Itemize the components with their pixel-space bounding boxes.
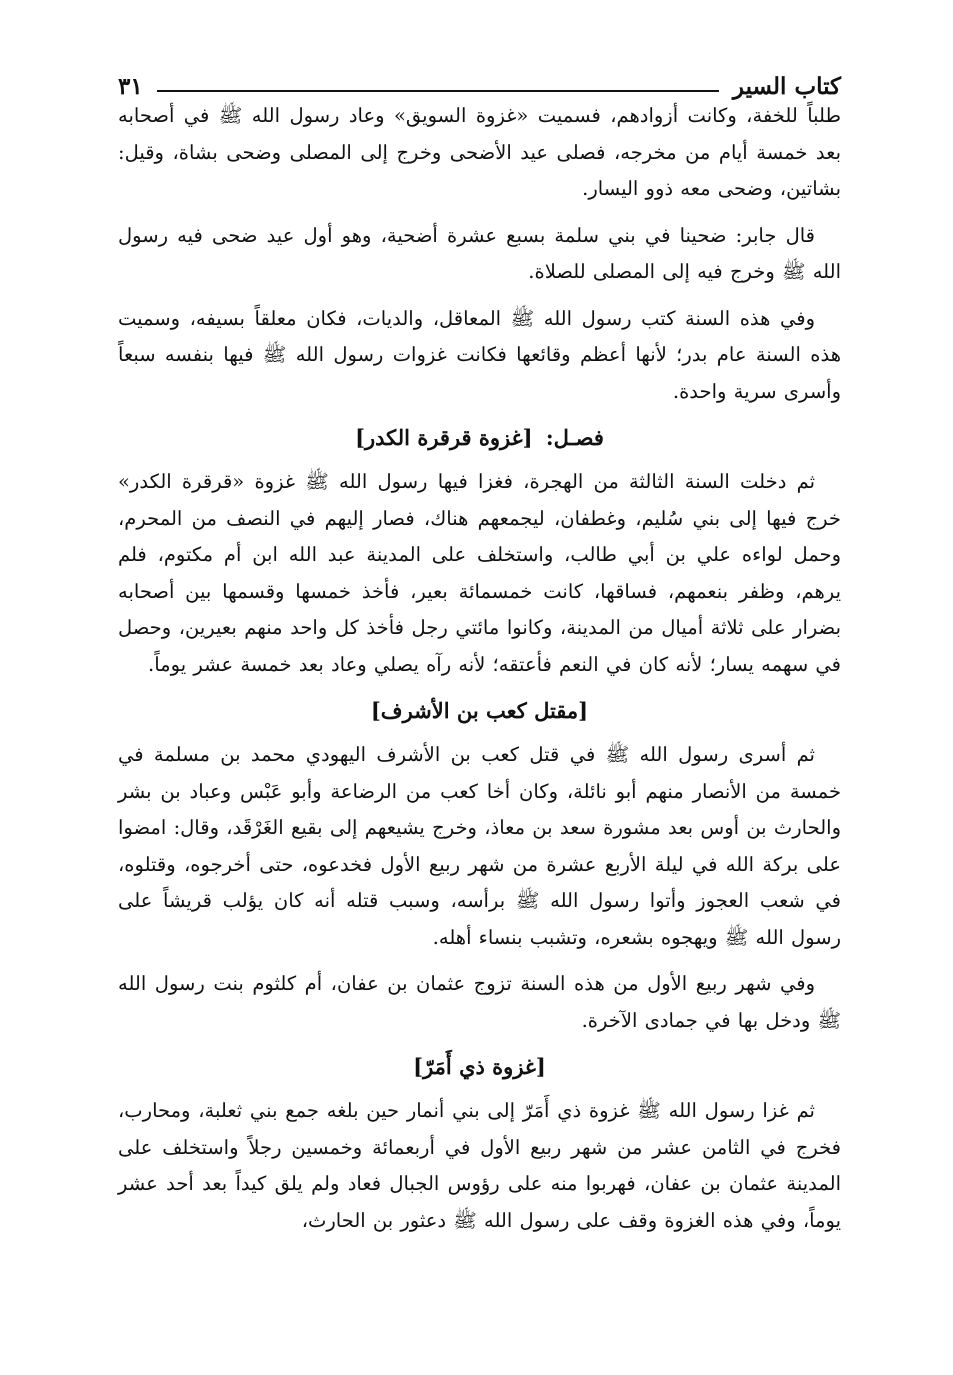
section-title: [مقتل كعب بن الأشرف] <box>370 698 589 723</box>
paragraph: طلباً للخفة، وكانت أزوادهم، فسميت «غزوة السويق» وعاد رسول الله ﷺ في أصحابه بعد خمسة أيام من مخرجه، فصلى عيد الأضحى وخرج إلى المصلى وضحى بشاة، وقيل: بشاتين، وضحى معه ذوو اليسار. <box>118 104 841 200</box>
section-heading <box>118 1049 841 1085</box>
section-title: [غزوة ذي أَمَرّ] <box>413 1054 546 1079</box>
running-title: كتاب السير <box>732 73 841 100</box>
header-rule <box>157 90 719 92</box>
section-title: [غزوة قرقرة الكدر] <box>355 425 533 450</box>
page-body <box>118 98 841 1239</box>
section-label: فصـل: <box>545 425 604 450</box>
page-number: ٣١ <box>118 73 143 100</box>
paragraph: ثم دخلت السنة الثالثة من الهجرة، فغزا فيها رسول الله ﷺ غزوة «قرقرة الكدر» خرج فيها إلى بني سُليم، وغطفان، ليجمعهم هناك، فصار إليهم في النصف من المحرم، وحمل لواءه علي بن أبي طالب، واستخلف على المدينة عبد الله ابن أم مكتوم، فلم يرهم، وظفر بنعمهم، فساقها، كانت خمسمائة بعير، فأخذ خمسها وقسمها بين أصحابه بضرار على ثلاثة أميال من المدينة، وكانوا مائتي رجل فأخذ كل واحد منهم بعيرين، وحصل في سهمه يسار؛ لأنه كان في النعم فأعتقه؛ لأنه رآه يصلي وعاد بعد خمسة عشر يوماً. <box>118 470 841 676</box>
paragraph: قال جابر: ضحينا في بني سلمة بسبع عشرة أضحية، وهو أول عيد ضحى فيه رسول الله ﷺ وخرج فيه إلى المصلى للصلاة. <box>118 223 841 283</box>
paragraph: ثم غزا رسول الله ﷺ غزوة ذي أَمَرّ إلى بني أنمار حين بلغه جمع بني ثعلبة، ومحارب، فخرج في الثامن عشر من شهر ربيع الأول في أربعمائة وخمسين رجلاً واستخلف على المدينة عثمان بن عفان، فهربوا منه على رؤوس الجبال فعاد ولم يلق كيداً بعد أحد عشر يوماً، وفي هذه الغزوة وقف على رسول الله ﷺ دعثور بن الحارث، <box>118 1099 841 1232</box>
paragraph: وفي هذه السنة كتب رسول الله ﷺ المعاقل، والديات، فكان معلقاً بسيفه، وسميت هذه السنة عام بدر؛ لأنها أعظم وقائعها فكانت غزوات رسول الله ﷺ فيها بنفسه سبعاً وأسرى سرية واحدة. <box>118 306 841 403</box>
paragraph: ثم أسرى رسول الله ﷺ في قتل كعب بن الأشرف اليهودي محمد بن مسلمة في خمسة من الأنصار منهم أبو نائلة، وكان أخا كعب من الرضاعة وأبو عَبْس وعباد بن بشر والحارث بن أوس بعد مشورة سعد بن معاذ، وخرج يشيعهم إلى بقيع الغَرْقَد، وقال: امضوا على بركة الله في ليلة الأربع عشرة من شهر ربيع الأول فخدعوه، حتى أخرجوه، وقتلوه، في شعب العجوز وأتوا رسول الله ﷺ برأسه، وسبب قتله أنه كان يؤلب قريشاً على رسول الله ﷺ ويهجوه بشعره، وتشبب بنساء أهله. <box>118 743 841 949</box>
section-heading <box>118 420 841 456</box>
paragraph: وفي شهر ربيع الأول من هذه السنة تزوج عثمان بن عفان، أم كلثوم بنت رسول الله ﷺ ودخل بها في جمادى الآخرة. <box>118 972 841 1032</box>
section-heading <box>118 693 841 729</box>
running-header <box>118 60 841 98</box>
